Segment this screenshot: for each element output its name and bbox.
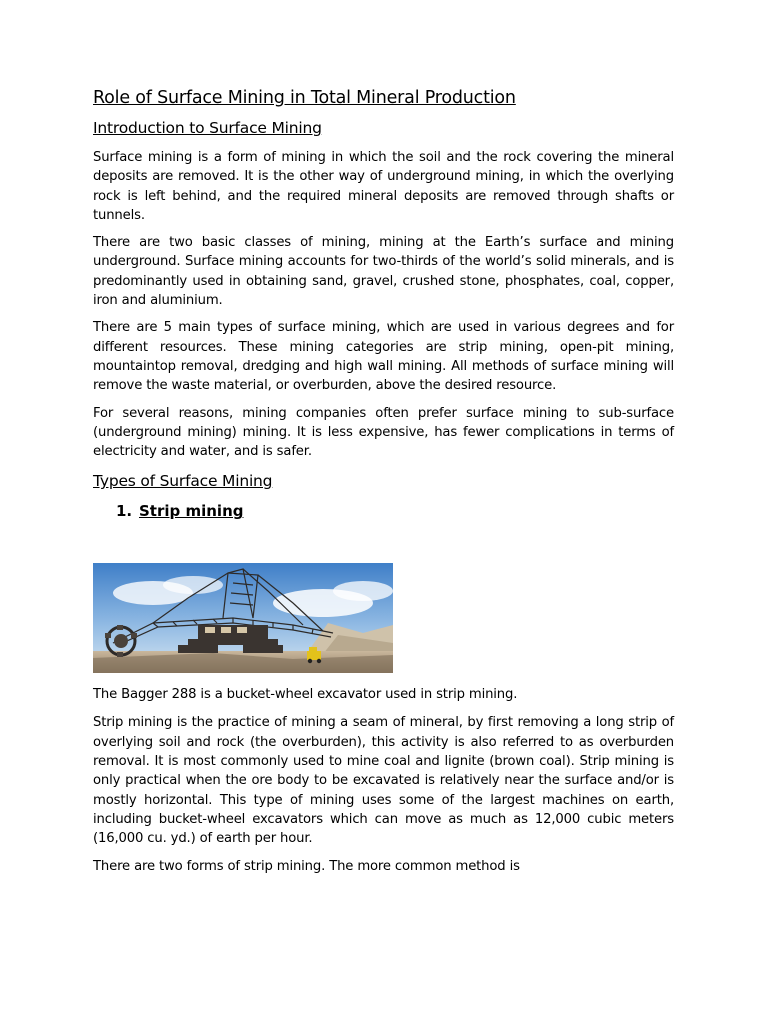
intro-paragraph-3: There are 5 main types of surface mining, which are used in various degrees and for different resources. These mining categories are strip mining, open-pit mining, mountaintop removal, dredging and high wall mining. All methods of surface mining will remove the waste material, or overburden, above the desired resource. [93,320,674,394]
heading-introduction: Introduction to Surface Mining [93,119,322,137]
image-caption: The Bagger 288 is a bucket-wheel excavator used in strip mining. [93,687,518,703]
intro-paragraph-4: For several reasons, mining companies often prefer surface mining to sub-surface (underground mining) mining. It is less expensive, has fewer complications in terms of electricity and water, and is safer. [93,405,674,460]
document-title: Role of Surface Mining in Total Mineral Production [93,88,516,108]
intro-paragraph-1: Surface mining is a form of mining in which the soil and the rock covering the mineral deposits are removed. It is the other way of underground mining, in which the overlying rock is left behind, and the required mineral deposits are removed through shafts or tunnels. [93,150,674,223]
bucket-wheel-excavator-photo [93,563,393,673]
list-item-number: 1. [116,502,133,521]
strip-paragraph-1: Strip mining is the practice of mining a seam of mineral, by first removing a long strip of overlying soil and rock (the overburden), this activity is also referred to as overburden removal. It is most commonly used to mine coal and lignite (brown coal). Strip mining is only practical when the ore body to be excavated is relatively near the surface and/or is mostly horizontal. This type of mining uses some of the largest machines on earth, including bucket-wheel excavators which can move as much as 12,000 cubic meters (16,000 cu. yd.) of earth per hour. [93,715,674,847]
document-content [93,86,674,884]
strip-paragraph-2: There are two forms of strip mining. The more common method is [93,858,520,874]
types-list [116,501,674,521]
list-item [116,501,674,521]
list-item-label: Strip mining [139,502,244,521]
intro-paragraph-2: There are two basic classes of mining, mining at the Earth’s surface and mining underground. Surface mining accounts for two-thirds of the world’s solid minerals, and is predominantly used in obtaining sand, gravel, crushed stone, phosphates, coal, copper, iron and aluminium. [93,235,674,309]
heading-types: Types of Surface Mining [93,472,273,491]
